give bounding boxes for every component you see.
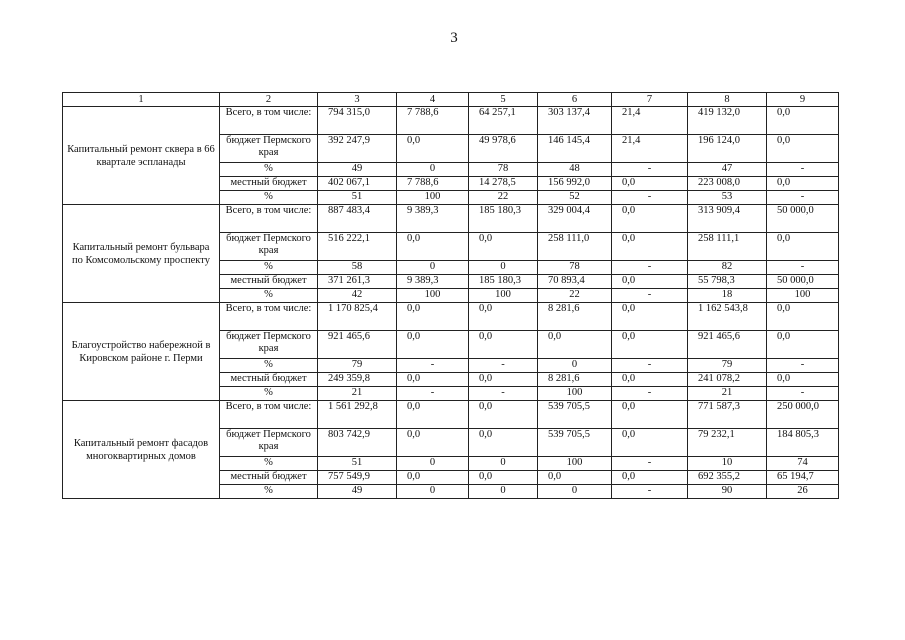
row-label: % — [220, 387, 318, 401]
value-cell: 757 549,9 — [318, 471, 397, 485]
value-cell: 47 — [688, 163, 767, 177]
value-cell: 9 389,3 — [397, 275, 469, 289]
value-cell: 692 355,2 — [688, 471, 767, 485]
value-cell: 0,0 — [397, 429, 469, 457]
value-cell: - — [612, 289, 688, 303]
value-cell: 0,0 — [397, 303, 469, 331]
value-cell: - — [397, 359, 469, 373]
value-cell: 1 170 825,4 — [318, 303, 397, 331]
value-cell: 0,0 — [397, 401, 469, 429]
value-cell: 392 247,9 — [318, 135, 397, 163]
value-cell: 51 — [318, 457, 397, 471]
value-cell: 887 483,4 — [318, 205, 397, 233]
value-cell: 921 465,6 — [688, 331, 767, 359]
value-cell: 0,0 — [397, 233, 469, 261]
value-cell: 0,0 — [767, 107, 839, 135]
value-cell: 49 — [318, 485, 397, 499]
value-cell: 100 — [767, 289, 839, 303]
value-cell: 156 992,0 — [538, 177, 612, 191]
header-cell: 1 — [63, 93, 220, 107]
value-cell: 0,0 — [538, 471, 612, 485]
value-cell: 78 — [538, 261, 612, 275]
row-label: местный бюджет — [220, 177, 318, 191]
value-cell: 0,0 — [612, 205, 688, 233]
value-cell: 771 587,3 — [688, 401, 767, 429]
value-cell: 52 — [538, 191, 612, 205]
header-cell: 5 — [469, 93, 538, 107]
value-cell: 49 978,6 — [469, 135, 538, 163]
value-cell: 0,0 — [469, 303, 538, 331]
row-label: % — [220, 485, 318, 499]
value-cell: 185 180,3 — [469, 205, 538, 233]
value-cell: 0 — [397, 485, 469, 499]
row-label: % — [220, 457, 318, 471]
project-name: Капитальный ремонт фасадов многоквартирных домов — [63, 401, 220, 499]
value-cell: 78 — [469, 163, 538, 177]
value-cell: 100 — [397, 191, 469, 205]
value-cell: 8 281,6 — [538, 303, 612, 331]
value-cell: 371 261,3 — [318, 275, 397, 289]
value-cell: 100 — [397, 289, 469, 303]
value-cell: - — [767, 163, 839, 177]
value-cell: 0,0 — [612, 331, 688, 359]
value-cell: 303 137,4 — [538, 107, 612, 135]
row-label: % — [220, 359, 318, 373]
value-cell: 21,4 — [612, 107, 688, 135]
value-cell: 0,0 — [612, 275, 688, 289]
value-cell: 803 742,9 — [318, 429, 397, 457]
value-cell: 0 — [469, 485, 538, 499]
value-cell: 0,0 — [612, 233, 688, 261]
value-cell: 241 078,2 — [688, 373, 767, 387]
row-label: % — [220, 191, 318, 205]
value-cell: 79 — [688, 359, 767, 373]
value-cell: 26 — [767, 485, 839, 499]
value-cell: 0,0 — [767, 331, 839, 359]
header-cell: 2 — [220, 93, 318, 107]
value-cell: 184 805,3 — [767, 429, 839, 457]
table-row — [63, 303, 839, 331]
value-cell: 10 — [688, 457, 767, 471]
value-cell: 0,0 — [612, 471, 688, 485]
header-cell: 3 — [318, 93, 397, 107]
value-cell: 329 004,4 — [538, 205, 612, 233]
value-cell: 921 465,6 — [318, 331, 397, 359]
budget-table — [62, 92, 839, 499]
value-cell: 82 — [688, 261, 767, 275]
value-cell: 0 — [397, 261, 469, 275]
value-cell: 0,0 — [767, 373, 839, 387]
value-cell: 539 705,5 — [538, 429, 612, 457]
row-label: % — [220, 289, 318, 303]
value-cell: 185 180,3 — [469, 275, 538, 289]
header-cell: 4 — [397, 93, 469, 107]
value-cell: 50 000,0 — [767, 275, 839, 289]
value-cell: 223 008,0 — [688, 177, 767, 191]
value-cell: 90 — [688, 485, 767, 499]
header-cell: 7 — [612, 93, 688, 107]
value-cell: 9 389,3 — [397, 205, 469, 233]
value-cell: 0,0 — [612, 303, 688, 331]
value-cell: - — [612, 485, 688, 499]
row-label: % — [220, 163, 318, 177]
row-label: местный бюджет — [220, 471, 318, 485]
value-cell: 0 — [469, 457, 538, 471]
value-cell: 49 — [318, 163, 397, 177]
value-cell: 0,0 — [397, 331, 469, 359]
table-row — [63, 205, 839, 233]
value-cell: 0,0 — [469, 429, 538, 457]
value-cell: 402 067,1 — [318, 177, 397, 191]
value-cell: 58 — [318, 261, 397, 275]
header-cell: 8 — [688, 93, 767, 107]
value-cell: 196 124,0 — [688, 135, 767, 163]
value-cell: 0,0 — [469, 373, 538, 387]
project-name: Капитальный ремонт бульвара по Комсомольскому проспекту — [63, 205, 220, 303]
value-cell: 146 145,4 — [538, 135, 612, 163]
value-cell: 64 257,1 — [469, 107, 538, 135]
value-cell: 74 — [767, 457, 839, 471]
value-cell: 21 — [318, 387, 397, 401]
table-body — [63, 93, 839, 499]
value-cell: - — [612, 261, 688, 275]
value-cell: 100 — [538, 457, 612, 471]
value-cell: 0,0 — [397, 373, 469, 387]
header-cell: 9 — [767, 93, 839, 107]
table-row — [63, 401, 839, 429]
value-cell: 79 — [318, 359, 397, 373]
row-label: местный бюджет — [220, 275, 318, 289]
value-cell: 42 — [318, 289, 397, 303]
value-cell: - — [469, 387, 538, 401]
value-cell: 21 — [688, 387, 767, 401]
value-cell: - — [469, 359, 538, 373]
value-cell: 0,0 — [612, 177, 688, 191]
value-cell: - — [767, 261, 839, 275]
value-cell: 48 — [538, 163, 612, 177]
value-cell: - — [767, 359, 839, 373]
row-label: местный бюджет — [220, 373, 318, 387]
value-cell: 0,0 — [469, 233, 538, 261]
value-cell: 516 222,1 — [318, 233, 397, 261]
value-cell: - — [612, 191, 688, 205]
value-cell: 0,0 — [538, 331, 612, 359]
value-cell: 0,0 — [469, 401, 538, 429]
value-cell: 0,0 — [767, 233, 839, 261]
row-label: Всего, в том числе: — [220, 107, 318, 135]
row-label: Всего, в том числе: — [220, 401, 318, 429]
value-cell: 22 — [469, 191, 538, 205]
value-cell: 7 788,6 — [397, 107, 469, 135]
header-row — [63, 93, 839, 107]
value-cell: - — [612, 359, 688, 373]
value-cell: 0,0 — [397, 471, 469, 485]
value-cell: 249 359,8 — [318, 373, 397, 387]
page-number: 3 — [450, 30, 458, 46]
value-cell: 250 000,0 — [767, 401, 839, 429]
value-cell: 0,0 — [612, 429, 688, 457]
row-label: Всего, в том числе: — [220, 205, 318, 233]
row-label: % — [220, 261, 318, 275]
project-name: Капитальный ремонт сквера в 66 квартале эспланады — [63, 107, 220, 205]
value-cell: 100 — [469, 289, 538, 303]
value-cell: 0,0 — [612, 373, 688, 387]
project-name: Благоустройство набережной в Кировском районе г. Перми — [63, 303, 220, 401]
value-cell: 1 561 292,8 — [318, 401, 397, 429]
row-label: бюджет Пермского края — [220, 429, 318, 457]
value-cell: - — [397, 387, 469, 401]
value-cell: 0,0 — [397, 135, 469, 163]
value-cell: 0 — [469, 261, 538, 275]
value-cell: 70 893,4 — [538, 275, 612, 289]
row-label: Всего, в том числе: — [220, 303, 318, 331]
value-cell: 0,0 — [767, 135, 839, 163]
value-cell: 7 788,6 — [397, 177, 469, 191]
value-cell: 79 232,1 — [688, 429, 767, 457]
value-cell: - — [767, 387, 839, 401]
value-cell: 419 132,0 — [688, 107, 767, 135]
value-cell: 0 — [397, 163, 469, 177]
value-cell: 0,0 — [469, 471, 538, 485]
value-cell: 258 111,1 — [688, 233, 767, 261]
value-cell: 18 — [688, 289, 767, 303]
value-cell: 1 162 543,8 — [688, 303, 767, 331]
value-cell: 0 — [538, 359, 612, 373]
value-cell: 100 — [538, 387, 612, 401]
value-cell: 8 281,6 — [538, 373, 612, 387]
value-cell: 258 111,0 — [538, 233, 612, 261]
header-cell: 6 — [538, 93, 612, 107]
value-cell: - — [612, 387, 688, 401]
value-cell: 313 909,4 — [688, 205, 767, 233]
value-cell: - — [767, 191, 839, 205]
row-label: бюджет Пермского края — [220, 135, 318, 163]
value-cell: 0,0 — [469, 331, 538, 359]
value-cell: 22 — [538, 289, 612, 303]
value-cell: 0,0 — [767, 303, 839, 331]
value-cell: 50 000,0 — [767, 205, 839, 233]
value-cell: - — [612, 457, 688, 471]
value-cell: 55 798,3 — [688, 275, 767, 289]
value-cell: 21,4 — [612, 135, 688, 163]
value-cell: 0 — [538, 485, 612, 499]
value-cell: 539 705,5 — [538, 401, 612, 429]
row-label: бюджет Пермского края — [220, 233, 318, 261]
value-cell: 51 — [318, 191, 397, 205]
value-cell: - — [612, 163, 688, 177]
table-row — [63, 107, 839, 135]
value-cell: 794 315,0 — [318, 107, 397, 135]
value-cell: 65 194,7 — [767, 471, 839, 485]
value-cell: 0,0 — [767, 177, 839, 191]
value-cell: 0 — [397, 457, 469, 471]
value-cell: 14 278,5 — [469, 177, 538, 191]
value-cell: 53 — [688, 191, 767, 205]
value-cell: 0,0 — [612, 401, 688, 429]
row-label: бюджет Пермского края — [220, 331, 318, 359]
